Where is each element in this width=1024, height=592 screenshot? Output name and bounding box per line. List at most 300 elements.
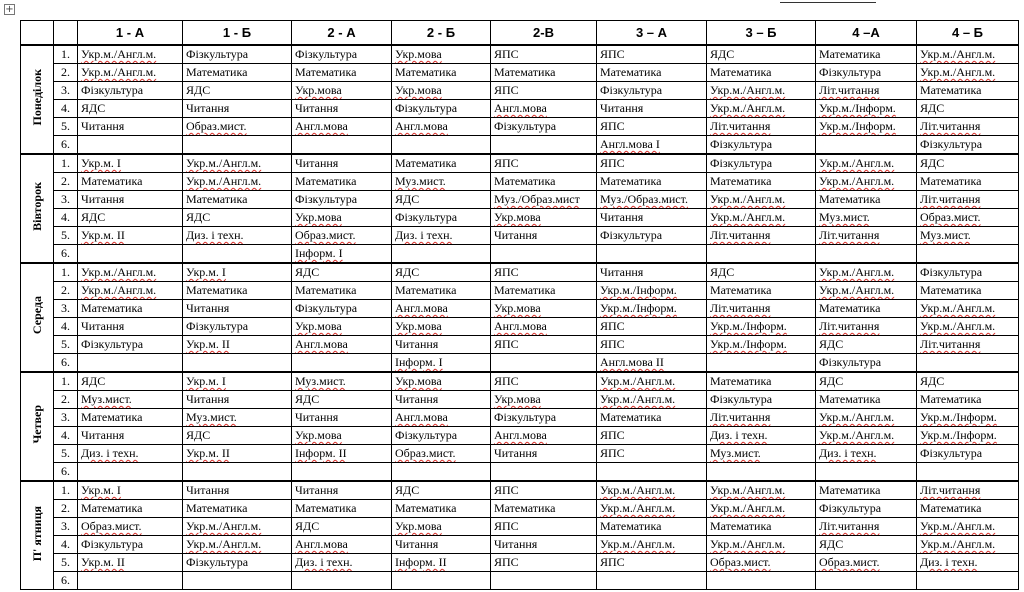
lesson-cell[interactable] — [78, 245, 183, 264]
lesson-cell[interactable] — [183, 282, 292, 300]
lesson-cell[interactable] — [183, 372, 292, 391]
lesson-cell[interactable] — [707, 445, 816, 463]
lesson-cell[interactable] — [78, 372, 183, 391]
lesson-cell[interactable] — [707, 82, 816, 100]
lesson-cell[interactable] — [917, 191, 1019, 209]
lesson-cell[interactable] — [917, 445, 1019, 463]
lesson-cell[interactable] — [183, 318, 292, 336]
lesson-cell[interactable] — [816, 536, 917, 554]
lesson-cell[interactable] — [917, 463, 1019, 482]
lesson-cell[interactable] — [491, 427, 597, 445]
lesson-cell[interactable] — [183, 336, 292, 354]
lesson-cell[interactable] — [491, 82, 597, 100]
lesson-cell[interactable] — [292, 191, 392, 209]
lesson-cell[interactable] — [392, 263, 491, 282]
lesson-cell[interactable] — [707, 263, 816, 282]
lesson-cell[interactable] — [597, 391, 707, 409]
lesson-cell[interactable] — [707, 518, 816, 536]
lesson-number: 1. — [54, 154, 78, 173]
lesson-cell[interactable] — [816, 45, 917, 64]
lesson-cell[interactable] — [707, 209, 816, 227]
lesson-cell[interactable] — [917, 354, 1019, 373]
lesson-cell[interactable] — [491, 173, 597, 191]
lesson-cell[interactable] — [816, 409, 917, 427]
lesson-cell[interactable] — [491, 463, 597, 482]
corner-cell — [21, 21, 54, 46]
lesson-cell[interactable] — [707, 481, 816, 500]
lesson-cell[interactable] — [78, 500, 183, 518]
lesson-cell[interactable] — [292, 554, 392, 572]
lesson-cell[interactable] — [707, 554, 816, 572]
lesson-cell[interactable] — [491, 318, 597, 336]
lesson-cell[interactable] — [392, 463, 491, 482]
lesson-cell[interactable] — [392, 45, 491, 64]
lesson-cell[interactable] — [392, 354, 491, 373]
lesson-cell[interactable] — [78, 209, 183, 227]
lesson-row — [21, 536, 1019, 554]
lesson-cell[interactable] — [917, 500, 1019, 518]
lesson-cell[interactable] — [183, 500, 292, 518]
lesson-text: Математика — [920, 501, 982, 515]
lesson-cell[interactable] — [292, 500, 392, 518]
lesson-cell[interactable] — [292, 572, 392, 590]
lesson-cell[interactable] — [917, 318, 1019, 336]
lesson-cell[interactable] — [183, 100, 292, 118]
lesson-cell[interactable] — [597, 409, 707, 427]
lesson-cell[interactable] — [491, 136, 597, 155]
lesson-cell[interactable] — [917, 227, 1019, 245]
lesson-text: Диз. і техн. — [395, 228, 453, 242]
lesson-text: Укр.мова — [494, 392, 541, 406]
lesson-cell[interactable] — [183, 354, 292, 373]
lesson-cell[interactable] — [392, 100, 491, 118]
lesson-text: Укр.мова — [395, 83, 442, 97]
lesson-cell[interactable] — [392, 209, 491, 227]
lesson-cell[interactable] — [491, 45, 597, 64]
lesson-cell[interactable] — [491, 100, 597, 118]
lesson-cell[interactable] — [392, 154, 491, 173]
lesson-cell[interactable] — [917, 64, 1019, 82]
lesson-cell[interactable] — [491, 391, 597, 409]
lesson-cell[interactable] — [816, 427, 917, 445]
lesson-cell[interactable] — [78, 518, 183, 536]
lesson-cell[interactable] — [917, 154, 1019, 173]
lesson-cell[interactable] — [292, 409, 392, 427]
class-header: 2 - Б — [392, 21, 491, 46]
lesson-cell[interactable] — [292, 536, 392, 554]
lesson-cell[interactable] — [392, 500, 491, 518]
lesson-cell[interactable] — [816, 100, 917, 118]
lesson-text: Укр.м./Англ.м. — [81, 283, 157, 297]
lesson-cell[interactable] — [392, 173, 491, 191]
lesson-cell[interactable] — [816, 209, 917, 227]
lesson-text: ЯДС — [81, 210, 106, 224]
lesson-cell[interactable] — [183, 427, 292, 445]
lesson-cell[interactable] — [292, 445, 392, 463]
lesson-cell[interactable] — [816, 300, 917, 318]
lesson-cell[interactable] — [392, 409, 491, 427]
lesson-cell[interactable] — [78, 154, 183, 173]
lesson-text: ЯПС — [600, 119, 625, 133]
lesson-cell[interactable] — [491, 536, 597, 554]
lesson-cell[interactable] — [491, 209, 597, 227]
lesson-cell[interactable] — [597, 45, 707, 64]
lesson-text: Укр.м./Інформ. — [710, 319, 787, 333]
lesson-cell[interactable] — [292, 318, 392, 336]
lesson-cell[interactable] — [917, 245, 1019, 264]
lesson-cell[interactable] — [183, 227, 292, 245]
lesson-cell[interactable] — [78, 427, 183, 445]
lesson-cell[interactable] — [292, 154, 392, 173]
lesson-cell[interactable] — [78, 64, 183, 82]
lesson-cell[interactable] — [707, 536, 816, 554]
lesson-cell[interactable] — [292, 427, 392, 445]
lesson-cell[interactable] — [597, 100, 707, 118]
lesson-cell[interactable] — [816, 282, 917, 300]
lesson-cell[interactable] — [917, 409, 1019, 427]
lesson-cell[interactable] — [183, 554, 292, 572]
lesson-cell[interactable] — [392, 64, 491, 82]
lesson-cell[interactable] — [816, 481, 917, 500]
lesson-cell[interactable] — [597, 64, 707, 82]
lesson-cell[interactable] — [292, 45, 392, 64]
lesson-cell[interactable] — [183, 463, 292, 482]
lesson-cell[interactable] — [292, 245, 392, 264]
lesson-cell[interactable] — [392, 481, 491, 500]
lesson-cell[interactable] — [78, 409, 183, 427]
lesson-cell[interactable] — [183, 45, 292, 64]
lesson-cell[interactable] — [917, 300, 1019, 318]
move-icon[interactable]: + — [5, 4, 14, 15]
lesson-cell[interactable] — [816, 173, 917, 191]
lesson-cell[interactable] — [292, 209, 392, 227]
lesson-cell[interactable] — [816, 82, 917, 100]
lesson-cell[interactable] — [78, 336, 183, 354]
lesson-cell[interactable] — [816, 445, 917, 463]
lesson-cell[interactable] — [816, 136, 917, 155]
lesson-cell[interactable] — [707, 282, 816, 300]
lesson-cell[interactable] — [491, 64, 597, 82]
lesson-cell[interactable] — [597, 572, 707, 590]
lesson-cell[interactable] — [917, 536, 1019, 554]
lesson-cell[interactable] — [392, 336, 491, 354]
lesson-cell[interactable] — [392, 518, 491, 536]
lesson-cell[interactable] — [597, 354, 707, 373]
lesson-cell[interactable] — [491, 282, 597, 300]
lesson-cell[interactable] — [183, 136, 292, 155]
lesson-cell[interactable] — [292, 354, 392, 373]
lesson-cell[interactable] — [707, 173, 816, 191]
lesson-cell[interactable] — [183, 64, 292, 82]
lesson-cell[interactable] — [597, 427, 707, 445]
lesson-cell[interactable] — [816, 245, 917, 264]
lesson-cell[interactable] — [292, 300, 392, 318]
lesson-cell[interactable] — [78, 445, 183, 463]
lesson-cell[interactable] — [491, 554, 597, 572]
lesson-cell[interactable] — [183, 300, 292, 318]
lesson-cell[interactable] — [392, 427, 491, 445]
lesson-cell[interactable] — [292, 481, 392, 500]
lesson-cell[interactable] — [707, 245, 816, 264]
lesson-cell[interactable] — [816, 336, 917, 354]
lesson-cell[interactable] — [292, 263, 392, 282]
lesson-cell[interactable] — [392, 372, 491, 391]
lesson-cell[interactable] — [183, 518, 292, 536]
lesson-cell[interactable] — [491, 336, 597, 354]
lesson-cell[interactable] — [597, 481, 707, 500]
lesson-cell[interactable] — [78, 227, 183, 245]
lesson-cell[interactable] — [597, 209, 707, 227]
lesson-cell[interactable] — [292, 282, 392, 300]
lesson-cell[interactable] — [392, 227, 491, 245]
lesson-cell[interactable] — [292, 136, 392, 155]
lesson-cell[interactable] — [816, 64, 917, 82]
lesson-cell[interactable] — [292, 118, 392, 136]
lesson-cell[interactable] — [707, 45, 816, 64]
lesson-cell[interactable] — [78, 82, 183, 100]
lesson-cell[interactable] — [707, 500, 816, 518]
lesson-cell[interactable] — [78, 391, 183, 409]
lesson-cell[interactable] — [597, 227, 707, 245]
lesson-cell[interactable] — [78, 136, 183, 155]
lesson-cell[interactable] — [816, 518, 917, 536]
lesson-text: Математика — [186, 65, 248, 79]
lesson-cell[interactable] — [917, 82, 1019, 100]
lesson-cell[interactable] — [917, 336, 1019, 354]
lesson-cell[interactable] — [816, 354, 917, 373]
lesson-cell[interactable] — [183, 245, 292, 264]
lesson-cell[interactable] — [917, 100, 1019, 118]
lesson-cell[interactable] — [183, 536, 292, 554]
lesson-cell[interactable] — [183, 391, 292, 409]
lesson-cell[interactable] — [491, 445, 597, 463]
lesson-text: Математика — [819, 192, 881, 206]
lesson-cell[interactable] — [491, 372, 597, 391]
lesson-cell[interactable] — [491, 118, 597, 136]
lesson-cell[interactable] — [707, 372, 816, 391]
lesson-text: Літ.читання — [920, 483, 981, 497]
lesson-cell[interactable] — [597, 536, 707, 554]
lesson-text: Фізкультура — [710, 392, 773, 406]
lesson-cell[interactable] — [707, 64, 816, 82]
lesson-cell[interactable] — [917, 45, 1019, 64]
lesson-text: Англ.мова ІІ — [600, 355, 664, 369]
lesson-cell[interactable] — [816, 463, 917, 482]
lesson-cell[interactable] — [816, 500, 917, 518]
lesson-cell[interactable] — [78, 463, 183, 482]
lesson-cell[interactable] — [597, 500, 707, 518]
lesson-cell[interactable] — [917, 554, 1019, 572]
lesson-cell[interactable] — [292, 64, 392, 82]
lesson-cell[interactable] — [597, 154, 707, 173]
lesson-number: 6. — [54, 572, 78, 590]
lesson-cell[interactable] — [78, 263, 183, 282]
lesson-cell[interactable] — [78, 481, 183, 500]
lesson-cell[interactable] — [597, 191, 707, 209]
lesson-cell[interactable] — [292, 372, 392, 391]
lesson-cell[interactable] — [597, 82, 707, 100]
lesson-cell[interactable] — [78, 536, 183, 554]
lesson-cell[interactable] — [816, 554, 917, 572]
lesson-cell[interactable] — [707, 136, 816, 155]
lesson-cell[interactable] — [183, 263, 292, 282]
lesson-text: Літ.читання — [710, 228, 771, 242]
lesson-cell[interactable] — [917, 572, 1019, 590]
lesson-cell[interactable] — [816, 154, 917, 173]
lesson-cell[interactable] — [597, 136, 707, 155]
lesson-cell[interactable] — [707, 227, 816, 245]
lesson-cell[interactable] — [917, 481, 1019, 500]
lesson-cell[interactable] — [816, 263, 917, 282]
lesson-cell[interactable] — [491, 227, 597, 245]
lesson-cell[interactable] — [707, 300, 816, 318]
lesson-cell[interactable] — [597, 336, 707, 354]
lesson-cell[interactable] — [392, 572, 491, 590]
lesson-cell[interactable] — [392, 318, 491, 336]
lesson-cell[interactable] — [917, 372, 1019, 391]
lesson-cell[interactable] — [816, 318, 917, 336]
lesson-text: Укр.м./Інформ. — [819, 101, 896, 115]
lesson-cell[interactable] — [491, 354, 597, 373]
lesson-row — [21, 100, 1019, 118]
lesson-cell[interactable] — [183, 481, 292, 500]
lesson-cell[interactable] — [183, 191, 292, 209]
lesson-cell[interactable] — [78, 173, 183, 191]
lesson-text: Читання — [295, 483, 339, 497]
lesson-cell[interactable] — [392, 282, 491, 300]
lesson-cell[interactable] — [183, 82, 292, 100]
lesson-cell[interactable] — [707, 572, 816, 590]
lesson-cell[interactable] — [392, 136, 491, 155]
lesson-cell[interactable] — [707, 118, 816, 136]
lesson-cell[interactable] — [392, 191, 491, 209]
lesson-cell[interactable] — [597, 263, 707, 282]
lesson-cell[interactable] — [816, 372, 917, 391]
lesson-cell[interactable] — [292, 227, 392, 245]
lesson-cell[interactable] — [597, 245, 707, 264]
lesson-cell[interactable] — [917, 209, 1019, 227]
lesson-cell[interactable] — [707, 427, 816, 445]
lesson-cell[interactable] — [78, 191, 183, 209]
lesson-cell[interactable] — [183, 409, 292, 427]
lesson-cell[interactable] — [392, 118, 491, 136]
lesson-cell[interactable] — [917, 427, 1019, 445]
lesson-cell[interactable] — [597, 445, 707, 463]
lesson-cell[interactable] — [491, 518, 597, 536]
lesson-cell[interactable] — [183, 572, 292, 590]
lesson-cell[interactable] — [78, 300, 183, 318]
lesson-cell[interactable] — [491, 263, 597, 282]
lesson-cell[interactable] — [597, 173, 707, 191]
lesson-cell[interactable] — [491, 300, 597, 318]
lesson-cell[interactable] — [392, 554, 491, 572]
lesson-cell[interactable] — [597, 518, 707, 536]
lesson-cell[interactable] — [707, 354, 816, 373]
lesson-cell[interactable] — [707, 336, 816, 354]
lesson-cell[interactable] — [917, 282, 1019, 300]
lesson-cell[interactable] — [392, 391, 491, 409]
lesson-cell[interactable] — [917, 391, 1019, 409]
lesson-cell[interactable] — [707, 318, 816, 336]
lesson-cell[interactable] — [292, 518, 392, 536]
lesson-cell[interactable] — [183, 209, 292, 227]
lesson-cell[interactable] — [78, 572, 183, 590]
lesson-cell[interactable] — [816, 191, 917, 209]
lesson-cell[interactable] — [392, 445, 491, 463]
lesson-cell[interactable] — [491, 154, 597, 173]
lesson-cell[interactable] — [707, 463, 816, 482]
lesson-cell[interactable] — [292, 391, 392, 409]
lesson-cell[interactable] — [392, 300, 491, 318]
lesson-cell[interactable] — [392, 82, 491, 100]
lesson-text: Математика — [81, 410, 143, 424]
lesson-cell[interactable] — [78, 118, 183, 136]
lesson-cell[interactable] — [917, 136, 1019, 155]
lesson-cell[interactable] — [392, 536, 491, 554]
lesson-cell[interactable] — [292, 82, 392, 100]
lesson-cell[interactable] — [597, 463, 707, 482]
lesson-cell[interactable] — [78, 100, 183, 118]
lesson-cell[interactable] — [597, 282, 707, 300]
lesson-cell[interactable] — [292, 173, 392, 191]
lesson-cell[interactable] — [917, 518, 1019, 536]
lesson-cell[interactable] — [597, 554, 707, 572]
lesson-cell[interactable] — [78, 45, 183, 64]
lesson-cell[interactable] — [816, 227, 917, 245]
lesson-cell[interactable] — [816, 118, 917, 136]
lesson-cell[interactable] — [491, 572, 597, 590]
lesson-cell[interactable] — [597, 318, 707, 336]
lesson-cell[interactable] — [917, 118, 1019, 136]
lesson-cell[interactable] — [292, 463, 392, 482]
lesson-cell[interactable] — [917, 173, 1019, 191]
lesson-cell[interactable] — [78, 554, 183, 572]
lesson-cell[interactable] — [183, 118, 292, 136]
lesson-cell[interactable] — [491, 481, 597, 500]
lesson-text: Укр.м./Англ.м. — [600, 392, 676, 406]
lesson-text: Диз. і техн. — [710, 428, 768, 442]
lesson-cell[interactable] — [491, 245, 597, 264]
lesson-cell[interactable] — [78, 282, 183, 300]
lesson-cell[interactable] — [597, 372, 707, 391]
lesson-number: 5. — [54, 554, 78, 572]
lesson-cell[interactable] — [183, 154, 292, 173]
lesson-cell[interactable] — [707, 154, 816, 173]
lesson-cell[interactable] — [707, 100, 816, 118]
lesson-cell[interactable] — [183, 445, 292, 463]
lesson-cell[interactable] — [491, 500, 597, 518]
lesson-cell[interactable] — [597, 300, 707, 318]
lesson-cell[interactable] — [917, 263, 1019, 282]
lesson-cell[interactable] — [816, 391, 917, 409]
lesson-cell[interactable] — [707, 409, 816, 427]
lesson-cell[interactable] — [816, 572, 917, 590]
lesson-cell[interactable] — [292, 336, 392, 354]
lesson-cell[interactable] — [183, 173, 292, 191]
lesson-cell[interactable] — [707, 191, 816, 209]
lesson-cell[interactable] — [78, 354, 183, 373]
lesson-cell[interactable] — [707, 391, 816, 409]
lesson-cell[interactable] — [292, 100, 392, 118]
header-row — [21, 21, 1019, 46]
lesson-text: Читання — [186, 301, 230, 315]
lesson-cell[interactable] — [491, 191, 597, 209]
lesson-cell[interactable] — [78, 318, 183, 336]
lesson-cell[interactable] — [392, 245, 491, 264]
lesson-cell[interactable] — [491, 409, 597, 427]
lesson-cell[interactable] — [597, 118, 707, 136]
lesson-text: Укр.м./Англ.м. — [710, 483, 786, 497]
